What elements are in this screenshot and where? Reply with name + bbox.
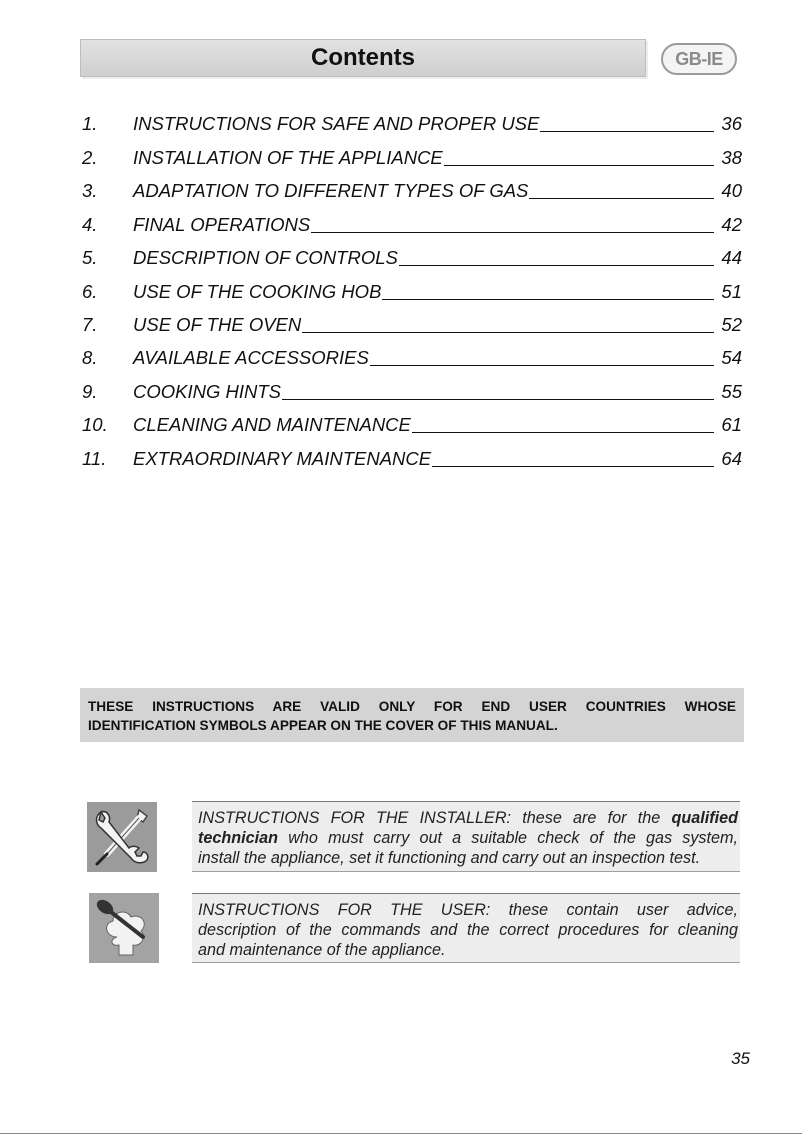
toc-entry-leader [432,466,714,467]
chef-spoon-icon [89,893,159,963]
notice-line-1: THESE INSTRUCTIONS ARE VALID ONLY FOR END USER COUNTRIES WHOSE [88,699,736,714]
toc-entry-title: USE OF THE OVEN [133,312,301,338]
toc-entry-page: 61 [721,414,742,435]
toc-entry-page: 40 [721,180,742,201]
toc-entry-leader [399,265,714,266]
contents-header-bar [80,39,646,77]
page-title: Contents [311,44,415,71]
toc-entry-number: 4. [82,214,98,235]
validity-notice [80,688,744,742]
user-instructions-box [192,893,740,963]
toc-entry-page: 64 [721,448,742,469]
toc-entry-leader [444,165,714,166]
toc-entry [82,212,742,238]
user-line-3: and maintenance of the appliance. [198,941,446,959]
toc-entry-title: EXTRAORDINARY MAINTENANCE [133,446,431,472]
toc-entry-number: 11. [82,448,107,469]
toc-entry-page: 54 [721,347,742,368]
toc-entry [82,245,742,271]
toc-entry-number: 7. [82,314,98,335]
toc-entry-title: AVAILABLE ACCESSORIES [133,345,369,371]
user-line-2: description of the commands and the correct procedures for cleaning [198,921,738,939]
toc-entry-title: INSTALLATION OF THE APPLIANCE [133,145,443,171]
toc-entry-leader [302,332,714,333]
toc-entry-number: 6. [82,281,98,302]
toc-entry-page: 44 [721,247,742,268]
toc-entry-leader [370,365,714,366]
tools-icon [87,802,157,872]
toc-entry-title: FINAL OPERATIONS [133,212,310,238]
installer-line-3: install the appliance, set it functioning and carry out an inspection test. [198,849,701,867]
toc-entry-number: 1. [82,113,98,134]
user-line-1: INSTRUCTIONS FOR THE USER: these contain user advice, [198,901,738,919]
toc-entry-title: INSTRUCTIONS FOR SAFE AND PROPER USE [133,111,539,137]
toc-entry [82,111,742,137]
toc-entry-page: 52 [721,314,742,335]
toc-entry [82,379,742,405]
toc-entry-number: 3. [82,180,98,201]
toc-entry-title: ADAPTATION TO DIFFERENT TYPES OF GAS [133,178,528,204]
toc-entry-leader [382,299,714,300]
toc-entry-number: 5. [82,247,98,268]
toc-entry-page: 55 [721,381,742,402]
toc-entry-title: COOKING HINTS [133,379,281,405]
toc-entry-number: 9. [82,381,98,402]
toc-entry-leader [311,232,714,233]
toc-entry-number: 10. [82,414,108,435]
toc-entry-page: 42 [721,214,742,235]
toc-entry-page: 51 [721,281,742,302]
toc-entry-leader [540,131,714,132]
toc-entry-page: 38 [721,147,742,168]
toc-entry [82,312,742,338]
toc-entry-leader [412,432,714,433]
toc-entry-title: USE OF THE COOKING HOB [133,279,381,305]
page-number: 35 [731,1049,750,1068]
toc-entry [82,412,742,438]
toc-entry-number: 2. [82,147,98,168]
toc-entry [82,345,742,371]
toc-entry [82,279,742,305]
toc-entry-title: CLEANING AND MAINTENANCE [133,412,411,438]
toc-entry [82,178,742,204]
toc-entry-number: 8. [82,347,98,368]
installer-line-1: INSTRUCTIONS FOR THE INSTALLER: these are for the qualified [198,809,739,827]
notice-line-2: IDENTIFICATION SYMBOLS APPEAR ON THE COVER OF THIS MANUAL. [88,718,558,733]
toc-entry [82,446,742,472]
toc-entry-page: 36 [721,113,742,134]
bottom-rule [0,1133,802,1134]
toc-entry [82,145,742,171]
installer-instructions-box [192,801,740,872]
country-code-badge: GB-IE [661,43,737,75]
toc-entry-leader [282,399,714,400]
toc-entry-title: DESCRIPTION OF CONTROLS [133,245,398,271]
toc-entry-leader [529,198,714,199]
installer-line-2: technician who must carry out a suitable check of the gas system, [198,829,738,847]
